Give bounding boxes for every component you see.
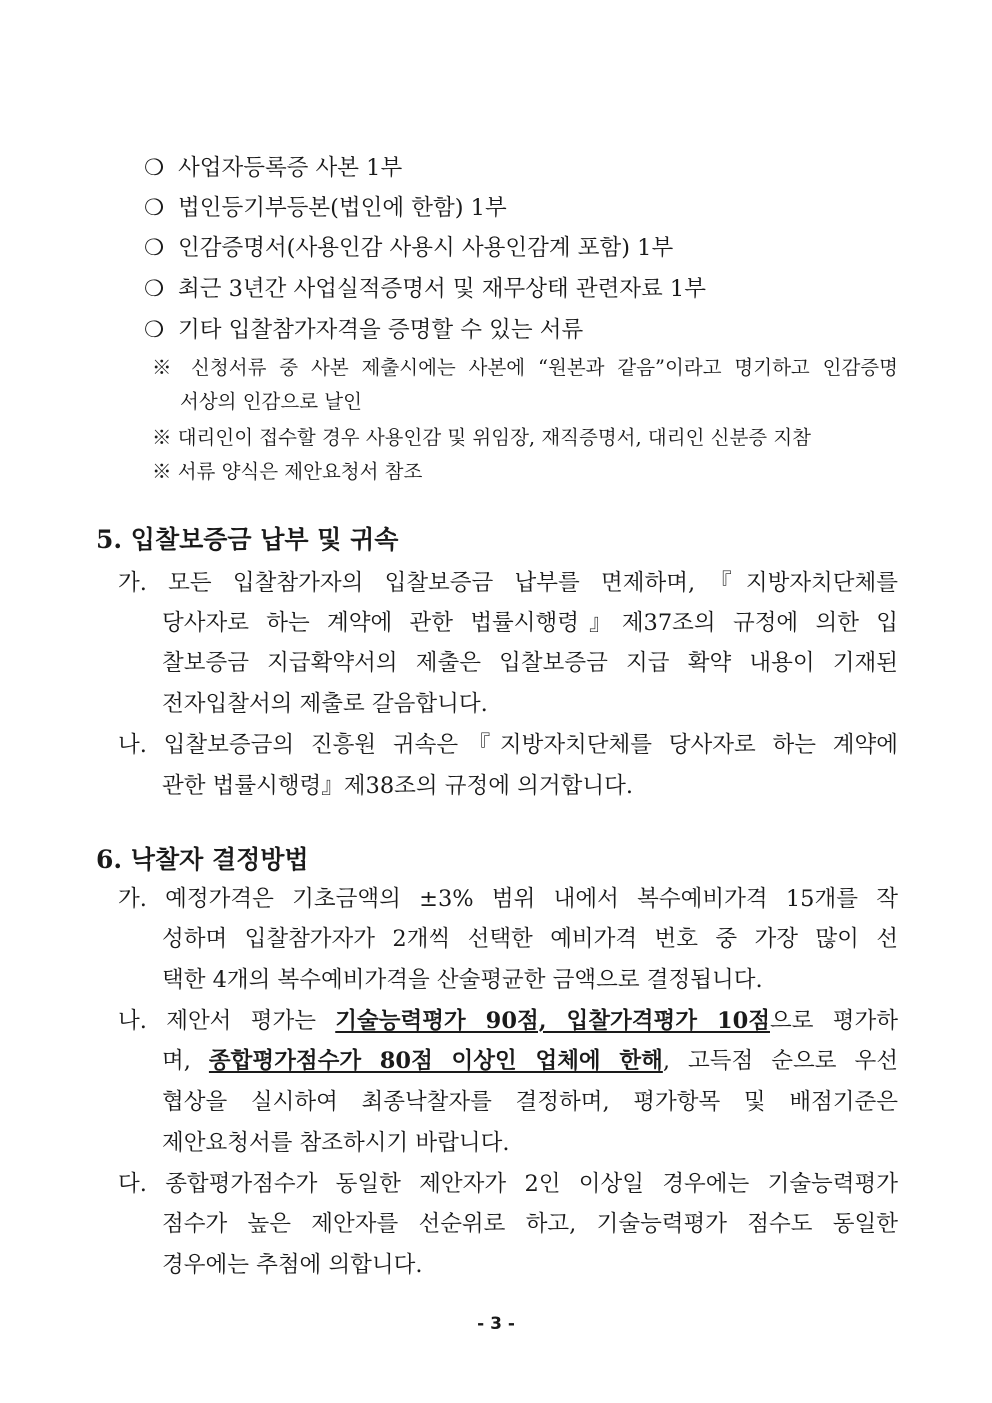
circle-bullet-icon: ❍: [144, 195, 165, 221]
list-item: ❍ 인감증명서(사용인감 사용시 사용인감계 포함) 1부: [144, 235, 674, 261]
paragraph-line: 가. 모든 입찰참가자의 입찰보증금 납부를 면제하며,『지방자치단체를: [118, 570, 898, 596]
paragraph-line: 나. 제안서 평가는 기술능력평가 90점, 입찰가격평가 10점으로 평가하: [118, 1008, 898, 1034]
circle-bullet-icon: ❍: [144, 155, 165, 181]
paragraph-line: 당사자로 하는 계약에 관한 법률시행령』제37조의 규정에 의한 입: [162, 610, 898, 636]
paragraph-line: 성하며 입찰참가자가 2개씩 선택한 예비가격 번호 중 가장 많이 선: [162, 926, 898, 952]
note-line: 서상의 인감으로 날인: [180, 390, 362, 413]
paragraph-line: 관한 법률시행령』제38조의 규정에 의거합니다.: [162, 773, 633, 799]
note-line: ※ 대리인이 접수할 경우 사용인감 및 위임장, 재직증명서, 대리인 신분증 지참: [152, 426, 811, 449]
emphasis-text: 종합평가점수가 80점 이상인 업체에 한해: [208, 1048, 663, 1074]
list-item: ❍ 법인등기부등본(법인에 한함) 1부: [144, 195, 507, 221]
note-line: ※ 신청서류 중 사본 제출시에는 사본에 “원본과 같음”이라고 명기하고 인감증명: [152, 356, 898, 379]
paragraph-line: 제안요청서를 참조하시기 바랍니다.: [162, 1130, 510, 1156]
paragraph-line: 가. 예정가격은 기초금액의 ±3% 범위 내에서 복수예비가격 15개를 작: [118, 886, 898, 912]
emphasis-text: 기술능력평가 90점, 입찰가격평가 10점: [335, 1008, 770, 1034]
circle-bullet-icon: ❍: [144, 276, 165, 302]
paragraph-line: 점수가 높은 제안자를 선순위로 하고, 기술능력평가 점수도 동일한: [162, 1211, 898, 1237]
list-item: ❍ 최근 3년간 사업실적증명서 및 재무상태 관련자료 1부: [144, 276, 706, 302]
list-item: ❍ 기타 입찰참가자격을 증명할 수 있는 서류: [144, 317, 584, 343]
circle-bullet-icon: ❍: [144, 235, 165, 261]
list-item: ❍ 사업자등록증 사본 1부: [144, 155, 403, 181]
section-heading: 6. 낙찰자 결정방법: [96, 845, 309, 874]
circle-bullet-icon: ❍: [144, 317, 165, 343]
page-number: - 3 -: [477, 1314, 515, 1334]
paragraph-line: 협상을 실시하여 최종낙찰자를 결정하며, 평가항목 및 배점기준은: [162, 1089, 898, 1115]
section-heading: 5. 입찰보증금 납부 및 귀속: [96, 525, 399, 554]
paragraph-line: 나. 입찰보증금의 진흥원 귀속은『지방자치단체를 당사자로 하는 계약에: [118, 732, 898, 758]
paragraph-line: 택한 4개의 복수예비가격을 산술평균한 금액으로 결정됩니다.: [162, 967, 763, 993]
paragraph-line: 경우에는 추첨에 의합니다.: [162, 1252, 423, 1278]
paragraph-line: 찰보증금 지급확약서의 제출은 입찰보증금 지급 확약 내용이 기재된: [162, 650, 898, 676]
paragraph-line: 며, 종합평가점수가 80점 이상인 업체에 한해, 고득점 순으로 우선: [162, 1048, 898, 1074]
paragraph-line: 전자입찰서의 제출로 갈음합니다.: [162, 691, 488, 717]
paragraph-line: 다. 종합평가점수가 동일한 제안자가 2인 이상일 경우에는 기술능력평가: [118, 1171, 898, 1197]
note-line: ※ 서류 양식은 제안요청서 참조: [152, 460, 423, 483]
